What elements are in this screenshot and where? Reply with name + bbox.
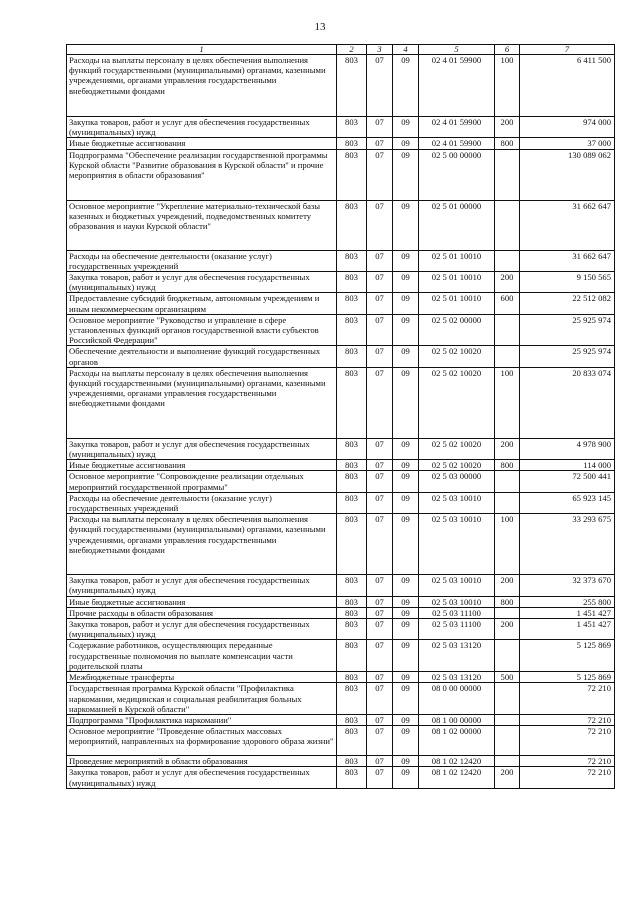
row-name: Государственная программа Курской области "Профилактика наркомании, медицинская и социальная реабилитация больных наркоманией в Курской области" <box>67 683 337 715</box>
row-target-article: 02 5 01 00000 <box>419 200 495 250</box>
row-section: 07 <box>367 596 393 607</box>
table-body <box>67 55 615 789</box>
row-subsection: 09 <box>393 767 419 788</box>
row-amount: 31 662 647 <box>520 200 615 250</box>
row-expense-type <box>495 492 520 513</box>
row-section: 07 <box>367 117 393 138</box>
row-name: Основное мероприятие "Сопровождение реализации отдельных мероприятий государственной программы" <box>67 471 337 492</box>
row-section: 07 <box>367 640 393 672</box>
row-name: Основное мероприятие "Проведение областных массовых мероприятий, направленных на формирование здорового образа жизни" <box>67 726 337 756</box>
row-amount: 31 662 647 <box>520 250 615 271</box>
row-name: Подпрограмма "Обеспечение реализации государственной программы Курской области "Развитие образования в Курской области" и прочие мероприятия в области образования" <box>67 149 337 200</box>
table-row <box>67 367 615 438</box>
row-expense-type: 100 <box>495 514 520 575</box>
row-ministry-code: 803 <box>337 138 367 149</box>
row-amount: 25 925 974 <box>520 314 615 346</box>
row-subsection: 09 <box>393 250 419 271</box>
row-target-article: 02 5 03 11100 <box>419 607 495 618</box>
row-ministry-code: 803 <box>337 367 367 438</box>
row-amount: 32 373 670 <box>520 575 615 596</box>
row-section: 07 <box>367 619 393 640</box>
row-ministry-code: 803 <box>337 250 367 271</box>
row-target-article: 02 5 02 10020 <box>419 346 495 367</box>
row-expense-type: 800 <box>495 138 520 149</box>
row-name: Иные бюджетные ассигнования <box>67 138 337 149</box>
row-expense-type: 800 <box>495 460 520 471</box>
row-subsection: 09 <box>393 55 419 117</box>
row-target-article: 02 5 03 13120 <box>419 640 495 672</box>
row-subsection: 09 <box>393 514 419 575</box>
row-target-article: 02 5 01 10010 <box>419 250 495 271</box>
row-ministry-code: 803 <box>337 460 367 471</box>
table-row <box>67 346 615 367</box>
table-row <box>67 471 615 492</box>
row-ministry-code: 803 <box>337 272 367 293</box>
row-section: 07 <box>367 672 393 683</box>
row-ministry-code: 803 <box>337 683 367 715</box>
table-row <box>67 138 615 149</box>
row-name: Закупка товаров, работ и услуг для обеспечения государственных (муниципальных) нужд <box>67 117 337 138</box>
row-ministry-code: 803 <box>337 640 367 672</box>
row-name: Подпрограмма "Профилактика наркомании" <box>67 714 337 725</box>
row-amount: 255 800 <box>520 596 615 607</box>
table-row <box>67 767 615 788</box>
row-amount: 5 125 869 <box>520 640 615 672</box>
row-ministry-code: 803 <box>337 619 367 640</box>
col-header-7: 7 <box>520 45 615 55</box>
row-target-article: 08 1 02 12420 <box>419 756 495 767</box>
row-amount: 4 978 900 <box>520 438 615 459</box>
row-subsection: 09 <box>393 640 419 672</box>
row-ministry-code: 803 <box>337 672 367 683</box>
row-ministry-code: 803 <box>337 293 367 314</box>
row-amount: 22 512 082 <box>520 293 615 314</box>
row-ministry-code: 803 <box>337 767 367 788</box>
row-section: 07 <box>367 55 393 117</box>
table-row <box>67 596 615 607</box>
row-expense-type: 200 <box>495 117 520 138</box>
row-name: Обеспечение деятельности и выполнение функций государственных органов <box>67 346 337 367</box>
row-subsection: 09 <box>393 138 419 149</box>
table-row <box>67 314 615 346</box>
row-name: Закупка товаров, работ и услуг для обеспечения государственных (муниципальных) нужд <box>67 438 337 459</box>
col-header-1: 1 <box>67 45 337 55</box>
table-row <box>67 250 615 271</box>
row-name: Иные бюджетные ассигнования <box>67 460 337 471</box>
row-target-article: 02 5 03 10010 <box>419 575 495 596</box>
row-expense-type: 600 <box>495 293 520 314</box>
row-target-article: 02 5 03 11100 <box>419 619 495 640</box>
row-amount: 114 000 <box>520 460 615 471</box>
row-ministry-code: 803 <box>337 117 367 138</box>
row-ministry-code: 803 <box>337 314 367 346</box>
row-target-article: 02 5 02 00000 <box>419 314 495 346</box>
table-row <box>67 514 615 575</box>
row-ministry-code: 803 <box>337 726 367 756</box>
row-target-article: 02 4 01 59900 <box>419 138 495 149</box>
row-expense-type <box>495 714 520 725</box>
row-name: Расходы на выплаты персоналу в целях обеспечения выполнения функций государственными (муниципальными) органами, казенными учреждениями, органами управления государственными внебюджетными фондами <box>67 367 337 438</box>
row-subsection: 09 <box>393 117 419 138</box>
row-name: Прочие расходы в области образования <box>67 607 337 618</box>
row-target-article: 02 5 00 00000 <box>419 149 495 200</box>
row-amount: 72 500 441 <box>520 471 615 492</box>
row-name: Закупка товаров, работ и услуг для обеспечения государственных (муниципальных) нужд <box>67 272 337 293</box>
row-subsection: 09 <box>393 293 419 314</box>
row-subsection: 09 <box>393 575 419 596</box>
row-ministry-code: 803 <box>337 55 367 117</box>
row-target-article: 02 4 01 59900 <box>419 55 495 117</box>
row-subsection: 09 <box>393 200 419 250</box>
row-section: 07 <box>367 514 393 575</box>
table-row <box>67 149 615 200</box>
row-target-article: 02 5 02 10020 <box>419 460 495 471</box>
row-subsection: 09 <box>393 619 419 640</box>
row-amount: 6 411 500 <box>520 55 615 117</box>
row-section: 07 <box>367 683 393 715</box>
row-amount: 5 125 869 <box>520 672 615 683</box>
col-header-4: 4 <box>393 45 419 55</box>
row-expense-type <box>495 314 520 346</box>
row-amount: 1 451 427 <box>520 607 615 618</box>
table-row <box>67 492 615 513</box>
row-name: Расходы на обеспечение деятельности (оказание услуг) государственных учреждений <box>67 492 337 513</box>
row-amount: 37 000 <box>520 138 615 149</box>
row-name: Расходы на выплаты персоналу в целях обеспечения выполнения функций государственными (муниципальными) органами, казенными учреждениями, органами управления государственными внебюджетными фондами <box>67 55 337 117</box>
row-expense-type <box>495 683 520 715</box>
page-number: 13 <box>314 21 326 33</box>
row-ministry-code: 803 <box>337 492 367 513</box>
row-amount: 1 451 427 <box>520 619 615 640</box>
row-target-article: 08 1 02 00000 <box>419 726 495 756</box>
row-section: 07 <box>367 714 393 725</box>
row-section: 07 <box>367 314 393 346</box>
row-subsection: 09 <box>393 460 419 471</box>
row-section: 07 <box>367 346 393 367</box>
row-expense-type <box>495 726 520 756</box>
row-expense-type: 200 <box>495 575 520 596</box>
row-name: Межбюджетные трансферты <box>67 672 337 683</box>
table-row <box>67 200 615 250</box>
table-row <box>67 756 615 767</box>
row-subsection: 09 <box>393 438 419 459</box>
row-subsection: 09 <box>393 607 419 618</box>
row-section: 07 <box>367 726 393 756</box>
row-target-article: 02 5 03 10010 <box>419 596 495 607</box>
row-expense-type: 200 <box>495 619 520 640</box>
row-amount: 72 210 <box>520 714 615 725</box>
row-amount: 9 150 565 <box>520 272 615 293</box>
row-section: 07 <box>367 607 393 618</box>
row-expense-type <box>495 149 520 200</box>
row-name: Основное мероприятие "Руководство и управление в сфере установленных функций органов государственной власти субъектов Российской Федерации" <box>67 314 337 346</box>
row-amount: 20 833 074 <box>520 367 615 438</box>
row-section: 07 <box>367 138 393 149</box>
table-row <box>67 438 615 459</box>
row-section: 07 <box>367 756 393 767</box>
row-subsection: 09 <box>393 367 419 438</box>
budget-table-container <box>66 44 614 789</box>
row-amount: 65 923 145 <box>520 492 615 513</box>
row-target-article: 08 1 00 00000 <box>419 714 495 725</box>
row-subsection: 09 <box>393 272 419 293</box>
table-row <box>67 117 615 138</box>
row-target-article: 08 0 00 00000 <box>419 683 495 715</box>
row-ministry-code: 803 <box>337 596 367 607</box>
row-amount: 72 210 <box>520 767 615 788</box>
row-expense-type: 200 <box>495 272 520 293</box>
row-amount: 72 210 <box>520 726 615 756</box>
table-row <box>67 640 615 672</box>
table-row <box>67 293 615 314</box>
row-ministry-code: 803 <box>337 514 367 575</box>
row-section: 07 <box>367 149 393 200</box>
table-row <box>67 619 615 640</box>
row-subsection: 09 <box>393 346 419 367</box>
row-target-article: 02 5 01 10010 <box>419 272 495 293</box>
row-ministry-code: 803 <box>337 438 367 459</box>
table-row <box>67 714 615 725</box>
row-section: 07 <box>367 460 393 471</box>
row-target-article: 02 5 02 10020 <box>419 438 495 459</box>
row-amount: 25 925 974 <box>520 346 615 367</box>
row-target-article: 02 5 03 00000 <box>419 471 495 492</box>
row-section: 07 <box>367 272 393 293</box>
row-expense-type: 200 <box>495 438 520 459</box>
row-amount: 33 293 675 <box>520 514 615 575</box>
row-name: Предоставление субсидий бюджетным, автономным учреждениям и иным некоммерческим организациям <box>67 293 337 314</box>
table-row <box>67 460 615 471</box>
row-expense-type <box>495 250 520 271</box>
row-ministry-code: 803 <box>337 471 367 492</box>
row-name: Содержание работников, осуществляющих переданные государственные полномочия по выплате компенсации части родительской платы <box>67 640 337 672</box>
row-amount: 72 210 <box>520 756 615 767</box>
table-row <box>67 55 615 117</box>
table-row <box>67 575 615 596</box>
row-expense-type <box>495 471 520 492</box>
row-name: Расходы на обеспечение деятельности (оказание услуг) государственных учреждений <box>67 250 337 271</box>
row-subsection: 09 <box>393 672 419 683</box>
row-ministry-code: 803 <box>337 149 367 200</box>
row-amount: 72 210 <box>520 683 615 715</box>
row-section: 07 <box>367 767 393 788</box>
row-target-article: 02 5 03 10010 <box>419 492 495 513</box>
row-expense-type: 100 <box>495 367 520 438</box>
row-target-article: 08 1 02 12420 <box>419 767 495 788</box>
row-name: Закупка товаров, работ и услуг для обеспечения государственных (муниципальных) нужд <box>67 575 337 596</box>
row-ministry-code: 803 <box>337 756 367 767</box>
row-name: Проведение мероприятий в области образования <box>67 756 337 767</box>
table-row <box>67 683 615 715</box>
row-name: Расходы на выплаты персоналу в целях обеспечения выполнения функций государственными (муниципальными) органами, казенными учреждениями, органами управления государственными внебюджетными фондами <box>67 514 337 575</box>
table-row <box>67 726 615 756</box>
table-row <box>67 272 615 293</box>
row-subsection: 09 <box>393 471 419 492</box>
row-section: 07 <box>367 492 393 513</box>
row-ministry-code: 803 <box>337 575 367 596</box>
header-row <box>67 45 615 55</box>
row-expense-type <box>495 607 520 618</box>
row-expense-type: 200 <box>495 767 520 788</box>
row-section: 07 <box>367 471 393 492</box>
row-expense-type: 100 <box>495 55 520 117</box>
row-target-article: 02 4 01 59900 <box>419 117 495 138</box>
row-section: 07 <box>367 250 393 271</box>
row-name: Основное мероприятие "Укрепление материально-технической базы казенных и бюджетных учреждений, подведомственных комитету образования и науки Курской области" <box>67 200 337 250</box>
row-section: 07 <box>367 367 393 438</box>
row-section: 07 <box>367 293 393 314</box>
row-ministry-code: 803 <box>337 607 367 618</box>
row-target-article: 02 5 02 10020 <box>419 367 495 438</box>
row-subsection: 09 <box>393 726 419 756</box>
row-ministry-code: 803 <box>337 346 367 367</box>
row-subsection: 09 <box>393 596 419 607</box>
row-subsection: 09 <box>393 492 419 513</box>
budget-table <box>66 44 615 789</box>
row-expense-type <box>495 756 520 767</box>
row-expense-type <box>495 200 520 250</box>
row-target-article: 02 5 01 10010 <box>419 293 495 314</box>
table-row <box>67 672 615 683</box>
row-expense-type <box>495 640 520 672</box>
row-section: 07 <box>367 575 393 596</box>
row-section: 07 <box>367 200 393 250</box>
row-target-article: 02 5 03 13120 <box>419 672 495 683</box>
col-header-6: 6 <box>495 45 520 55</box>
col-header-2: 2 <box>337 45 367 55</box>
row-amount: 130 089 062 <box>520 149 615 200</box>
row-ministry-code: 803 <box>337 714 367 725</box>
row-ministry-code: 803 <box>337 200 367 250</box>
row-subsection: 09 <box>393 683 419 715</box>
row-amount: 974 000 <box>520 117 615 138</box>
col-header-5: 5 <box>419 45 495 55</box>
row-target-article: 02 5 03 10010 <box>419 514 495 575</box>
table-row <box>67 607 615 618</box>
row-subsection: 09 <box>393 714 419 725</box>
row-subsection: 09 <box>393 756 419 767</box>
row-expense-type <box>495 346 520 367</box>
row-subsection: 09 <box>393 149 419 200</box>
row-name: Закупка товаров, работ и услуг для обеспечения государственных (муниципальных) нужд <box>67 767 337 788</box>
row-section: 07 <box>367 438 393 459</box>
row-expense-type: 800 <box>495 596 520 607</box>
row-expense-type: 500 <box>495 672 520 683</box>
row-name: Иные бюджетные ассигнования <box>67 596 337 607</box>
row-subsection: 09 <box>393 314 419 346</box>
row-name: Закупка товаров, работ и услуг для обеспечения государственных (муниципальных) нужд <box>67 619 337 640</box>
col-header-3: 3 <box>367 45 393 55</box>
